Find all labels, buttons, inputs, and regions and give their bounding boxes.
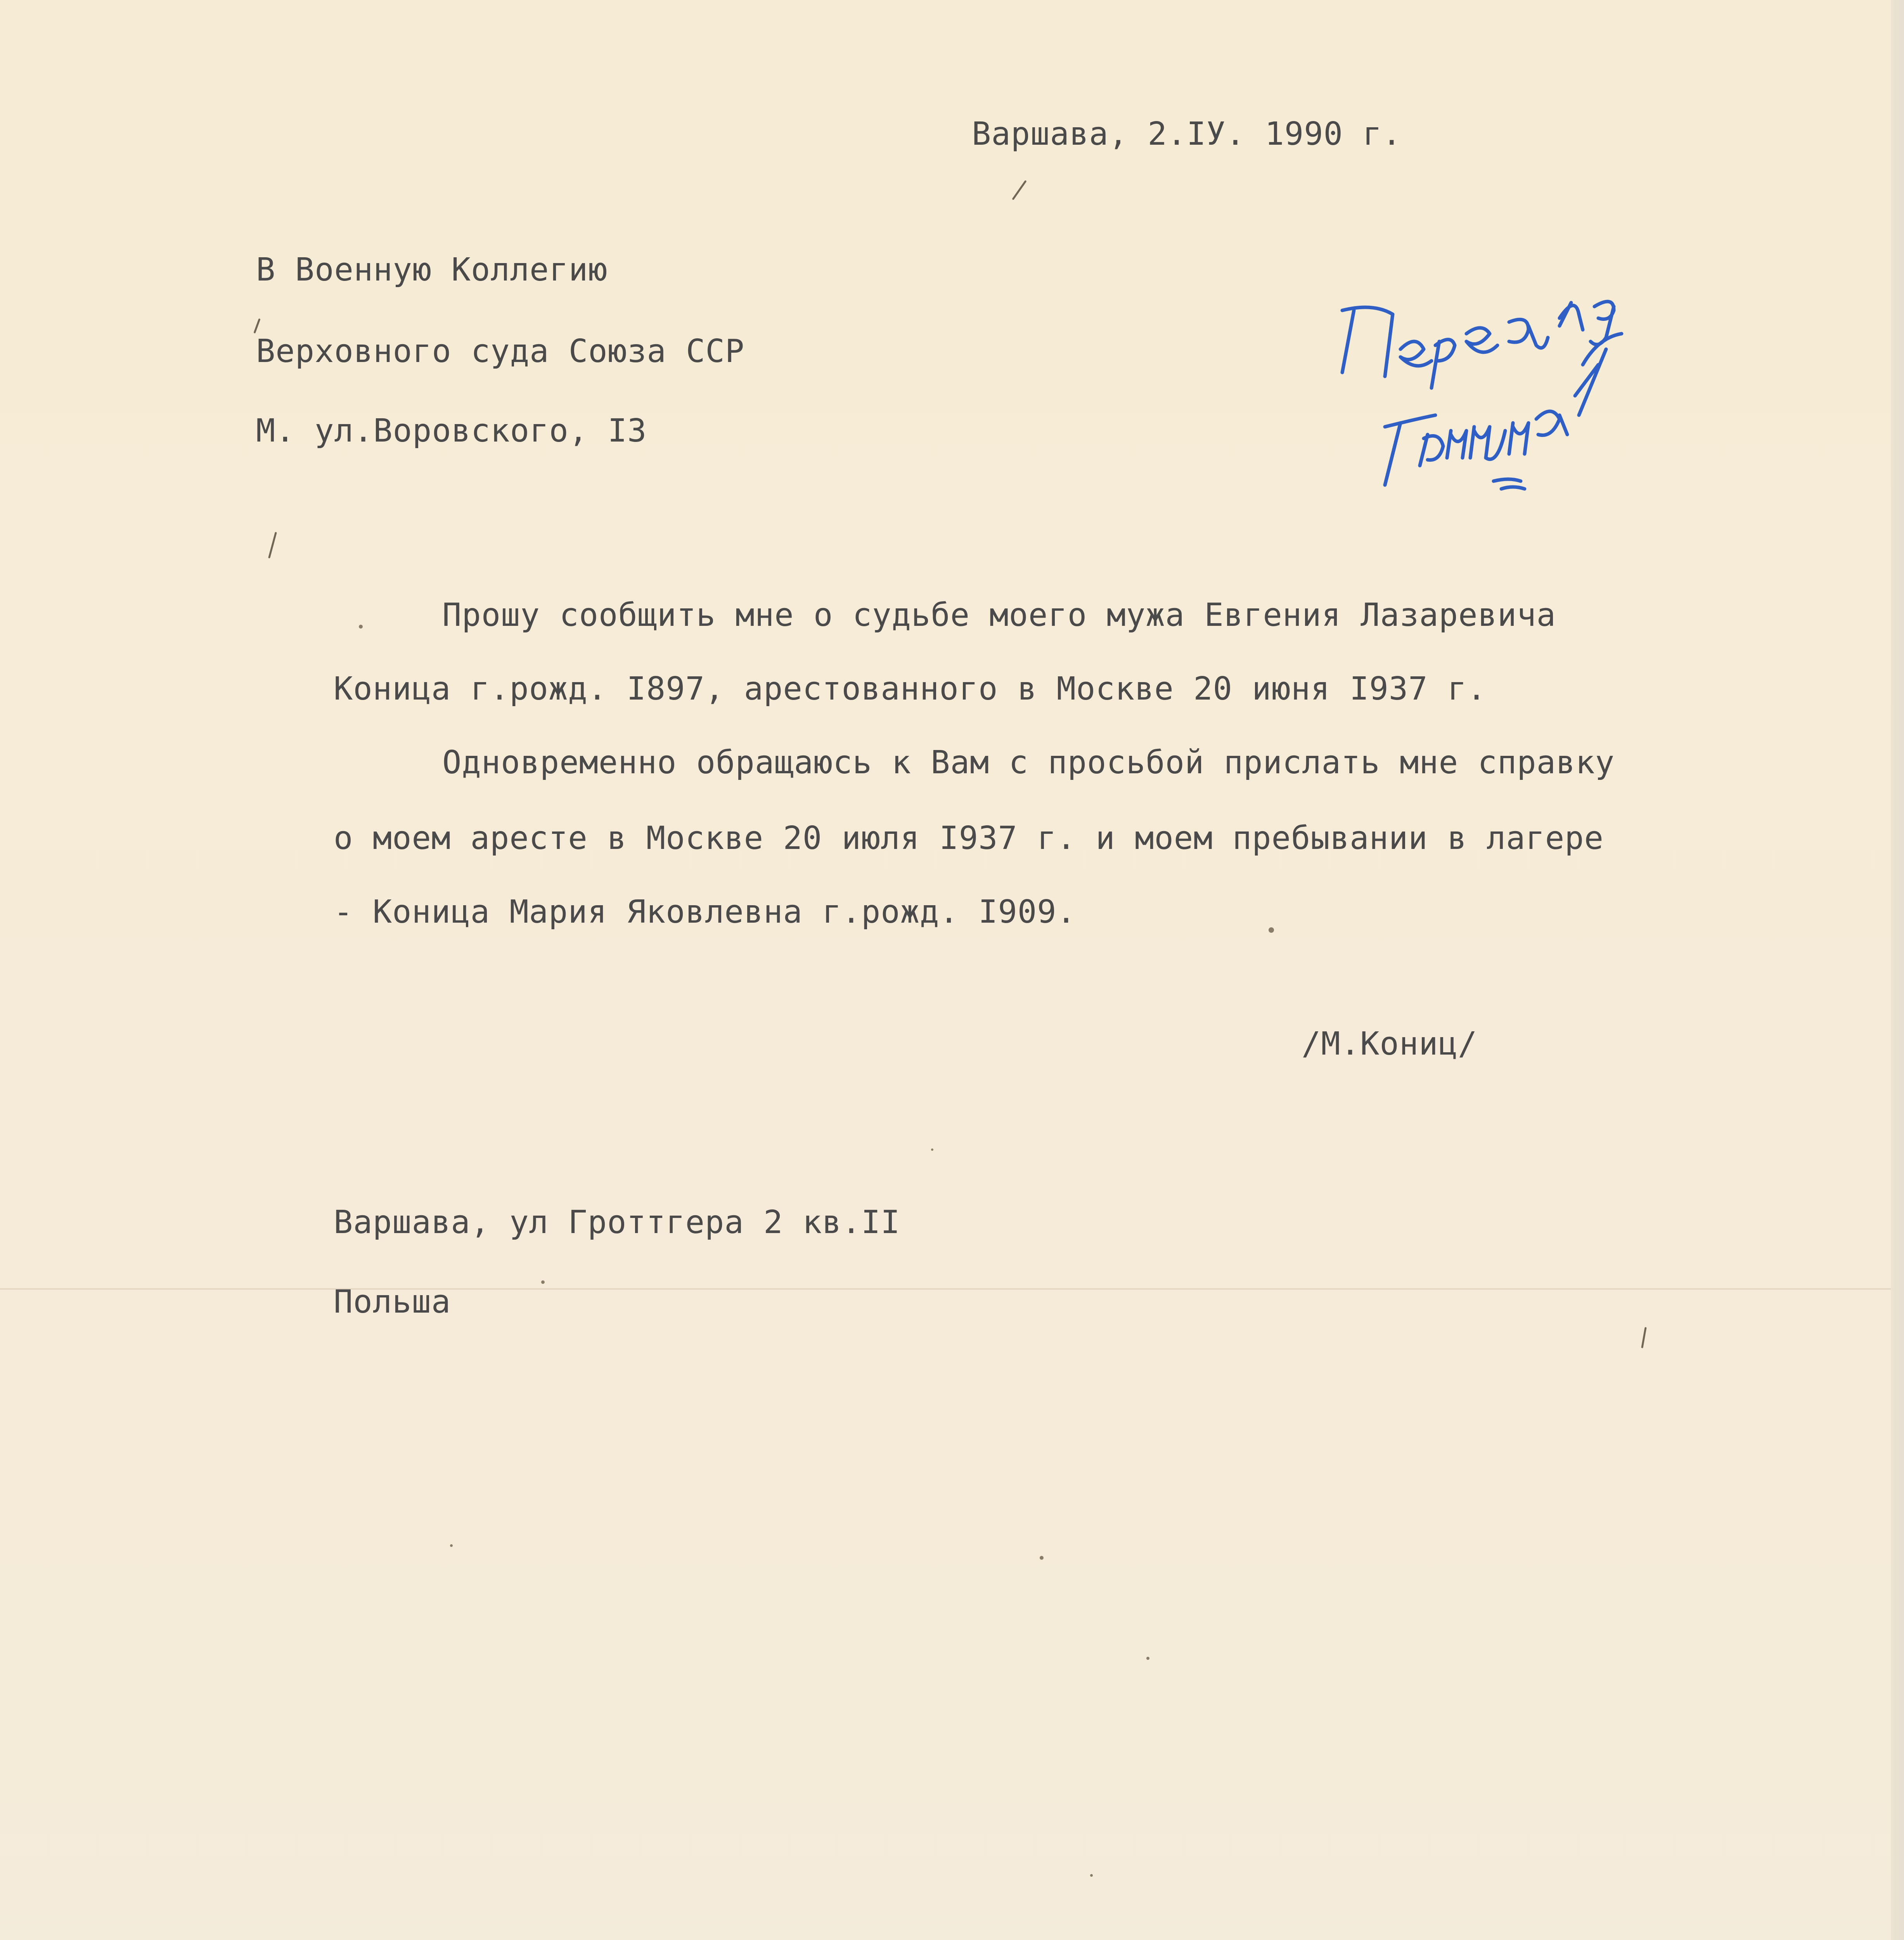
sender-address-line-2: Польша bbox=[334, 1284, 451, 1320]
body-p2-line-2: о моем аресте в Москве 20 июля I937 г. и моем пребывании в лагере bbox=[334, 820, 1604, 857]
fold-crease bbox=[0, 1288, 1891, 1290]
body-p2-line-1: Одновременно обращаюсь к Вам с просьбой прислать мне справку bbox=[442, 744, 1615, 781]
recipient-line-1: В Военную Коллегию bbox=[256, 251, 608, 288]
paper-mark bbox=[268, 532, 277, 559]
paper-speck bbox=[359, 625, 363, 629]
paper-speck bbox=[1146, 1657, 1149, 1660]
paper-speck bbox=[450, 1544, 453, 1547]
sender-address-line-1: Варшава, ул Гроттгера 2 кв.II bbox=[334, 1204, 900, 1241]
paper-speck bbox=[541, 1280, 545, 1284]
paper-edge bbox=[1891, 0, 1904, 1940]
recipient-line-2: Верховного суда Союза ССР bbox=[256, 333, 745, 370]
paper-mark bbox=[1012, 180, 1027, 200]
handwritten-annotation bbox=[1327, 248, 1676, 520]
paper-speck bbox=[1269, 927, 1274, 933]
signature: /М.Кониц/ bbox=[1302, 1025, 1478, 1062]
body-p1-line-2: Коница г.рожд. I897, арестованного в Москве 20 июня I937 г. bbox=[334, 670, 1487, 707]
paper-speck bbox=[1090, 1874, 1093, 1877]
paper-mark bbox=[253, 318, 260, 333]
body-p1-line-1: Прошу сообщить мне о судьбе моего мужа Евгения Лазаревича bbox=[442, 597, 1556, 634]
paper-mark bbox=[1641, 1327, 1646, 1348]
paper-speck bbox=[1040, 1556, 1044, 1560]
date-line: Варшава, 2.IУ. 1990 г. bbox=[972, 116, 1402, 152]
paper-speck bbox=[931, 1148, 933, 1151]
recipient-line-3: М. ул.Воровского, I3 bbox=[256, 412, 647, 449]
body-p2-line-3: - Коница Мария Яковлевна г.рожд. I909. bbox=[334, 894, 1076, 930]
